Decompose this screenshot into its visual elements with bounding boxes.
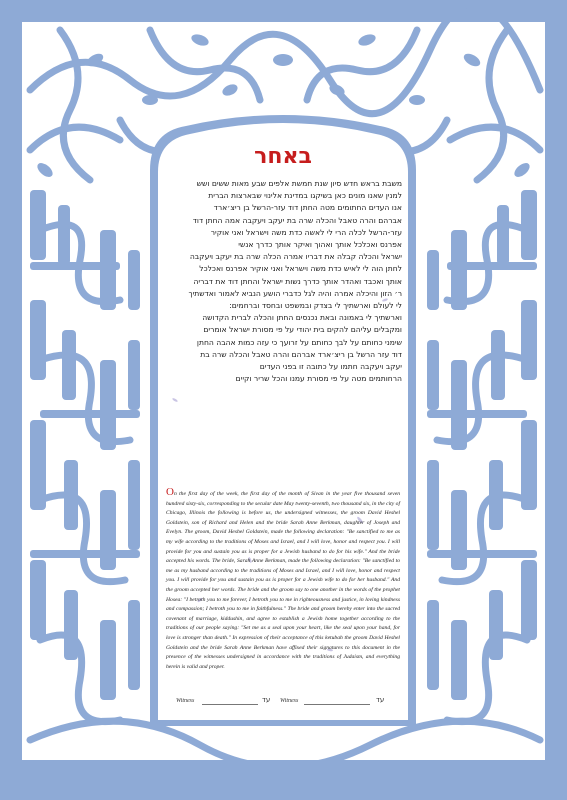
witness-hebrew-2: עד [376, 696, 385, 704]
hebrew-line: דוד עזר הרשל בן ריצ׳ארד אברהם והרה טאבל והכלה שרה בת [200, 349, 402, 359]
witness-signature-line-2 [304, 704, 370, 705]
hebrew-line: וארשתיך לי באמונה ובאת נכנסים החתן והכלה לברית הקדושה [202, 313, 402, 323]
hebrew-title: באחר [254, 144, 312, 169]
hebrew-line: ישראל והכלה קבלה את דבריו אמרה הכלה שרה בת יעקב ויעקבה [189, 252, 402, 262]
hebrew-line: הרחותמים מטה על פי מסורת עמנו והכל שריר וקיים [235, 374, 402, 384]
ketubah-document [158, 130, 408, 720]
hebrew-text-block [164, 178, 402, 385]
english-text: n the first day of the week, the first day of the month of Sivan in the year five thousand seven hundred sixty-six, corresponding to the secular date May twenty-seventh, two thousand six, in the city of Chicago, Illinois the following is before us, the undersigned witnesses, the groom David Heshel Goldstein, son of Richard and Helen and the bride Sarah Anne Berkman, daughter of Joseph and Evelyn. The groom, David Heshel Goldstein, made the following declaration: "Be sanctified to me as my wife according to the traditions of Moses and Israel, and I will love, honor and respect you. I will provide for you and sustain you as is proper for a Jewish husband to do for his wife." And the bride accepted his words. The bride, Sarah Anne Berkman, made the following declaration: "Be sanctified to me as my husband according to the traditions of Moses and Israel, and I will love, honor and respect you. I will provide for you and sustain you as is proper for a Jewish wife to do for her husband." And the groom accepted her words. The bride and the groom say to one another in the words of the prophet Hosea: "I betroth you to me forever, I betroth you to me in righteousness and justice, in loving kindness and compassion; I betroth you to me in faithfulness." The bride and groom hereby enter into the sacred covenant of marriage, kiddushin, and agree to establish a Jewish home together according to the traditions of our people saying: "Set me as a seal upon your heart, like the seal upon your hand, for love is stronger than death." In expression of their acceptance of this ketubah the groom David Heshel Goldstein and the bride Sarah Anne Berkman have affixed their signatures to this document in the presence of the witnesses undersigned in accordance with the traditions of Judaism, and everything herein is valid and proper. [166, 491, 400, 670]
hebrew-line: למנין שאנו מונים כאן בשיקגו במדינת אלינוי שבארצות הברית [208, 191, 402, 201]
witness-label-2: Witness [280, 698, 299, 704]
hebrew-line: ומקבלים עליהם להקים בית יהודי על פי מסורת ישראל אומרים [203, 325, 402, 335]
hebrew-line: אותך ואכבד ואהדר אותך כדרך נשות ישראל והחתן דוד את דבריה [193, 276, 402, 286]
hebrew-line: לי לעולם וארשתיך לי בצדק ובמשפט ובחסד וברחמים: [229, 301, 402, 311]
hebrew-line: ר׳ הזון והיכלה אמרה והיה לגל כדברי הושע הנביא לאמור ואדשתיך [188, 288, 402, 298]
hebrew-line: אברהם והרה טאבל והכלה שרה בת יעקב ויעקבה אמה החתן דוד [192, 215, 402, 225]
english-text-block [166, 488, 400, 672]
hebrew-line: עזר-הרשל לכלה הרי לי לאשה כדת משה וישראל ואני אוקיר [210, 227, 402, 237]
witness-label-1: Witness [176, 698, 195, 704]
hebrew-line: שימני כחותם על לבך כחותם על זרועך כי עזה כמות אהבה החתן [196, 337, 402, 347]
hebrew-line: אנו העדים החתומים מטה החתן דוד עזר-הרשל בן ריצ׳ארד [213, 203, 402, 213]
hebrew-line: משבת בראש חדש סיון שנת חמשת אלפים שבע מאות ששים ושש [196, 179, 402, 188]
english-dropcap: O [166, 486, 174, 498]
hebrew-line: לחתן הוה לי לאיש כדת משה וישראל ואני אוקיר אפרנס ואכלכל [199, 264, 402, 274]
hebrew-line: יעקב ויעקבה חתמו על כתובה זו בפני העדים [259, 362, 402, 372]
hebrew-line: אפרנס ואכלכל אותך ואהוך ואיקר אותך כדרך אנשי [238, 240, 402, 250]
witness-signature-line-1 [202, 704, 258, 705]
witness-hebrew-1: עד [262, 696, 271, 704]
